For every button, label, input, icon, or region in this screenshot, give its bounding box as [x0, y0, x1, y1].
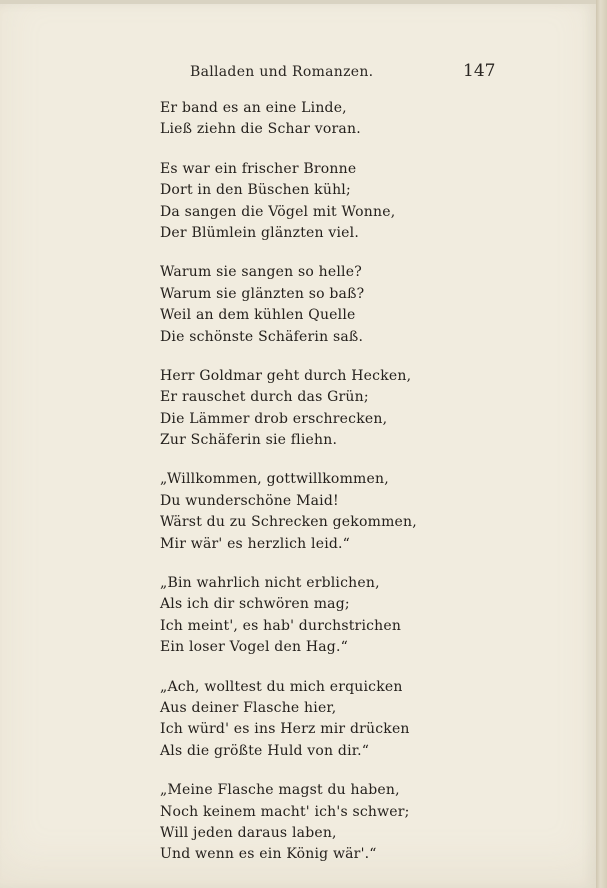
- poem-line: Es war ein frischer Bronne: [160, 160, 357, 177]
- poem-line: Er band es an eine Linde,: [160, 100, 347, 116]
- poem-line: Als die größte Huld von dir.“: [160, 742, 370, 759]
- poem-line: Mir wär' es herzlich leid.“: [160, 535, 351, 552]
- stanza: [160, 573, 460, 659]
- poem-line: Warum sie sangen so helle?: [160, 264, 362, 281]
- stanza: [160, 677, 460, 763]
- poem-line: Die schönste Schäferin saß.: [160, 328, 364, 345]
- poem-line: Da sangen die Vögel mit Wonne,: [160, 203, 396, 220]
- stanza: [160, 780, 460, 866]
- poem-line: Wärst du zu Schrecken gekommen,: [160, 514, 417, 531]
- poem-line: Die Lämmer drob erschrecken,: [160, 410, 388, 427]
- page-edge: [596, 0, 607, 888]
- poem-line: Ich meint', es hab' durchstrichen: [160, 617, 402, 634]
- poem-line: Der Blümlein glänzten viel.: [160, 224, 359, 241]
- poem-line: Will jeden daraus laben,: [160, 824, 337, 841]
- poem-line: Ich würd' es ins Herz mir drücken: [160, 721, 410, 738]
- stanza: [160, 366, 460, 452]
- book-page: [0, 4, 596, 888]
- running-head: [0, 60, 596, 84]
- running-title: Balladen und Romanzen.: [190, 64, 374, 80]
- stanza: [160, 159, 460, 245]
- page-number: 147: [463, 61, 496, 81]
- poem-line: Ein loser Vogel den Hag.“: [160, 639, 348, 656]
- poem-line: „Meine Flasche magst du haben,: [160, 782, 400, 799]
- poem-line: Aus deiner Flasche hier,: [160, 699, 337, 716]
- poem-line: „Ach, wolltest du mich erquicken: [160, 678, 403, 695]
- stanza: [160, 469, 460, 555]
- poem-line: „Bin wahrlich nicht erblichen,: [160, 575, 380, 592]
- poem-line: Warum sie glänzten so baß?: [160, 285, 365, 302]
- poem-body: [160, 98, 460, 884]
- poem-line: Weil an dem kühlen Quelle: [160, 307, 356, 324]
- poem-line: Dort in den Büschen kühl;: [160, 182, 351, 199]
- poem-line: Noch keinem macht' ich's schwer;: [160, 803, 410, 820]
- poem-line: Du wunderschöne Maid!: [160, 492, 339, 509]
- poem-line: Herr Goldmar geht durch Hecken,: [160, 367, 412, 384]
- stanza: [160, 262, 460, 348]
- poem-line: Und wenn es ein König wär'.“: [160, 846, 377, 863]
- stanza: [160, 98, 460, 141]
- poem-line: Er rauschet durch das Grün;: [160, 389, 369, 406]
- poem-line: „Willkommen, gottwillkommen,: [160, 471, 389, 488]
- poem-line: Ließ ziehn die Schar voran.: [160, 121, 361, 138]
- poem-line: Als ich dir schwören mag;: [160, 596, 350, 613]
- poem-line: Zur Schäferin sie fliehn.: [160, 432, 338, 449]
